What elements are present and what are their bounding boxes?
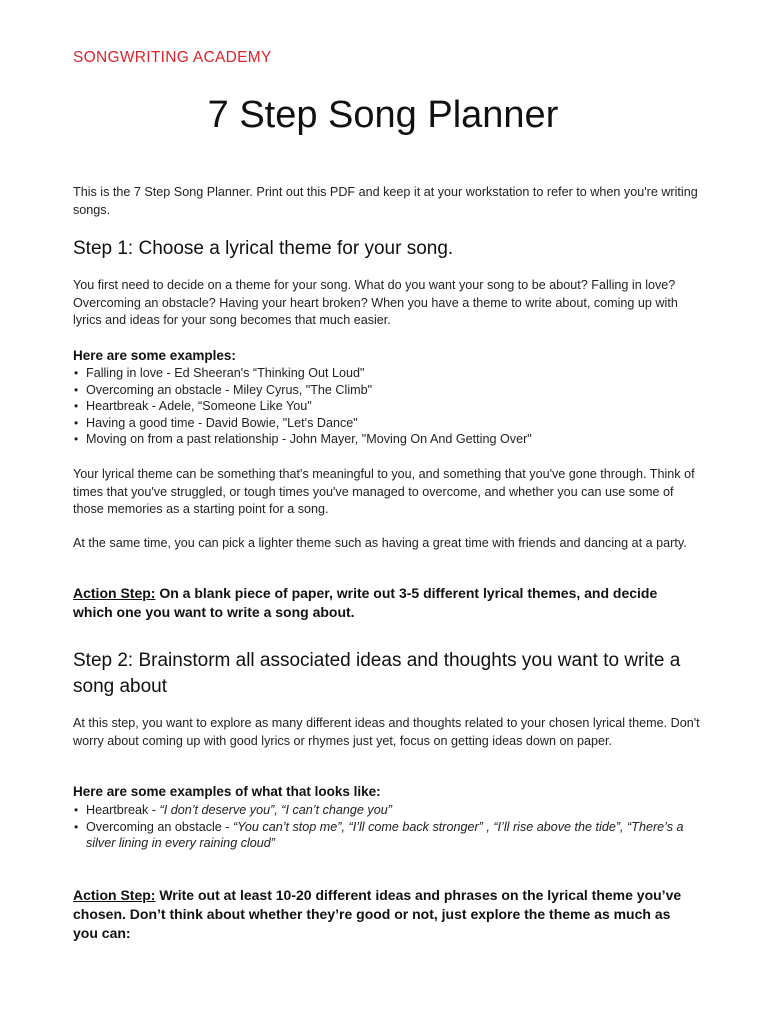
bullet-icon: •: [74, 819, 79, 834]
page-title: 7 Step Song Planner: [207, 94, 559, 136]
list-item: [73, 415, 713, 432]
intro-paragraph: This is the 7 Step Song Planner. Print out this PDF and keep it at your workstation to refer to when you're writing songs.: [73, 185, 698, 217]
step1-paragraph-3: At the same time, you can pick a lighter theme such as having a great time with friends and dancing at a party.: [73, 536, 687, 550]
list-item: [73, 365, 713, 382]
list-item-text: Moving on from a past relationship - John Mayer, "Moving On And Getting Over": [86, 432, 532, 446]
step1-examples-list: [73, 365, 713, 448]
step1-action-step: [73, 584, 698, 622]
list-item-text: Falling in love - Ed Sheeran's “Thinking Out Loud": [86, 366, 365, 380]
list-item: [73, 382, 713, 399]
list-item: [73, 398, 713, 415]
step1-heading: Step 1: Choose a lyrical theme for your song.: [73, 238, 454, 259]
action-step-label: Action Step:: [73, 585, 156, 601]
bullet-icon: •: [74, 803, 79, 817]
step1-paragraph-1: You first need to decide on a theme for your song. What do you want your song to be about? Falling in love? Overcoming an obstacle? Having your heart broken? When you have a theme to write about, coming up with lyrics and ideas for your song becomes that much easier.: [73, 278, 678, 327]
list-item: [73, 819, 713, 852]
list-item-text: Having a good time - David Bowie, "Let's Dance": [86, 415, 358, 430]
list-item-lead: Overcoming an obstacle -: [86, 819, 233, 834]
list-item-text: Overcoming an obstacle - Miley Cyrus, "The Climb": [86, 382, 373, 397]
list-item: [73, 431, 713, 448]
list-item-lead: Heartbreak -: [86, 803, 160, 817]
brand-logo-text: SONGWRITING ACADEMY: [73, 49, 272, 66]
list-item: [73, 802, 713, 819]
action-step-label: Action Step:: [73, 887, 156, 903]
action-step-text: Write out at least 10-20 different ideas and phrases on the lyrical theme you’ve chosen. Don’t think about whether they’re good or not, just explore the theme as much as you can:: [73, 887, 682, 941]
step2-examples-heading: Here are some examples of what that looks like:: [73, 784, 381, 799]
step2-paragraph-1: At this step, you want to explore as many different ideas and thoughts related to your chosen lyrical theme. Don't worry about coming up with good lyrics or rhymes just yet, focus on getting ideas down on paper.: [73, 716, 700, 748]
step2-action-step: [73, 886, 698, 943]
list-item-quote: “I don’t deserve you”, “I can’t change you”: [159, 803, 392, 817]
list-item-text: Heartbreak - Adele, “Someone Like You": [86, 399, 312, 413]
action-step-text: On a blank piece of paper, write out 3-5 different lyrical themes, and decide which one you want to write a song about.: [73, 585, 658, 620]
step1-paragraph-2: Your lyrical theme can be something that's meaningful to you, and something that you've gone through. Think of times that you've struggled, or tough times you've managed to overcome, and whether you can use some of those memories as a starting point for a song.: [73, 467, 695, 516]
bullet-icon: •: [74, 415, 79, 430]
bullet-icon: •: [74, 366, 79, 380]
bullet-icon: •: [74, 399, 79, 413]
list-item-quote: “You can’t stop me”, “I’ll come back stronger” , “I’ll rise above the tide”, “There’s a silver lining in every raining cloud”: [86, 819, 684, 850]
bullet-icon: •: [74, 432, 79, 446]
bullet-icon: •: [74, 382, 79, 397]
step2-heading: Step 2: Brainstorm all associated ideas and thoughts you want to write a song about: [73, 650, 681, 697]
step1-examples-heading: Here are some examples:: [73, 348, 236, 363]
step2-examples-list: [73, 802, 713, 852]
